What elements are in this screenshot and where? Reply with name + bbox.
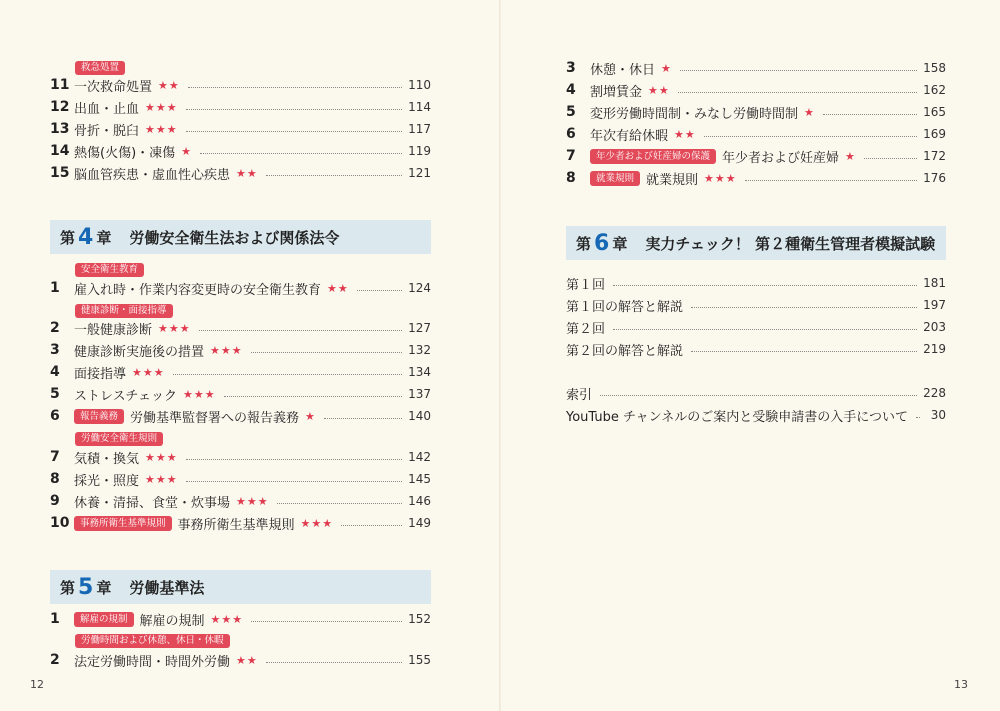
importance-stars-icon: ★★	[327, 281, 349, 295]
chapter-title: 労働安全衛生法および関係法令	[129, 228, 340, 247]
toc-item-tag: 解雇の規制	[74, 612, 134, 627]
toc-item-page: 124	[408, 281, 431, 295]
toc-item-page: 165	[923, 105, 946, 119]
section-tag-working-hours: 労働時間および休憩、休日・休暇	[75, 634, 230, 648]
toc-item-page: 197	[923, 298, 946, 312]
leader-dots	[251, 352, 402, 353]
importance-stars-icon: ★	[661, 61, 672, 75]
chapter-5-heading	[50, 570, 431, 604]
leader-dots	[200, 153, 402, 154]
toc-item-number: 9	[50, 493, 60, 509]
toc-item-title: 割増賃金	[590, 84, 643, 100]
importance-stars-icon: ★	[181, 144, 193, 158]
toc-item-title: 第１回	[566, 277, 606, 293]
toc-row	[50, 141, 431, 161]
toc-row	[566, 102, 946, 122]
toc-item-title: 就業規則	[646, 172, 699, 188]
toc-item-page: 140	[408, 409, 431, 423]
leader-dots	[823, 114, 917, 115]
toc-row	[566, 146, 946, 166]
section-tag-safety-rules: 労働安全衛生規則	[75, 432, 163, 446]
leader-dots	[613, 329, 917, 330]
leader-dots	[324, 418, 402, 419]
toc-item-number: 2	[50, 652, 60, 668]
toc-item-title: ストレスチェック	[74, 388, 177, 404]
toc-item-number: 15	[50, 165, 70, 181]
toc-item-page: 145	[408, 472, 431, 486]
chapter-number: 6	[594, 230, 610, 256]
importance-stars-icon: ★★★	[145, 472, 178, 486]
importance-stars-icon: ★★	[236, 166, 258, 180]
leader-dots	[173, 374, 402, 375]
chapter-number: 4	[78, 224, 94, 250]
leader-dots	[691, 351, 917, 352]
toc-item-number: 7	[50, 449, 60, 465]
toc-item-title: 一次救命処置	[74, 79, 153, 95]
toc-row	[50, 97, 431, 117]
toc-row	[50, 406, 431, 426]
toc-item-tag: 就業規則	[590, 171, 640, 186]
toc-row	[50, 340, 431, 360]
toc-row	[566, 58, 946, 78]
leader-dots	[745, 180, 917, 181]
importance-stars-icon: ★★★	[236, 494, 269, 508]
toc-item-number: 8	[50, 471, 60, 487]
toc-item-number: 12	[50, 99, 70, 115]
importance-stars-icon: ★★	[236, 653, 258, 667]
toc-item-title: 第１回の解答と解説	[566, 299, 684, 315]
toc-row	[566, 295, 946, 315]
toc-item-page: 142	[408, 450, 431, 464]
leader-dots	[224, 396, 403, 397]
toc-row	[566, 273, 946, 293]
importance-stars-icon: ★★★	[158, 321, 191, 335]
section-tag-safety-education: 安全衛生教育	[75, 263, 144, 277]
leader-dots	[266, 175, 402, 176]
leader-dots	[864, 158, 917, 159]
toc-item-title: 休憩・休日	[590, 62, 656, 78]
toc-item-title: 雇入れ時・作業内容変更時の安全衛生教育	[74, 282, 322, 298]
importance-stars-icon: ★★★	[300, 516, 334, 530]
chapter-4-heading	[50, 220, 431, 254]
importance-stars-icon: ★★★	[132, 365, 165, 379]
chapter-dai: 第	[60, 228, 76, 247]
chapter-sho: 章	[96, 578, 112, 597]
leader-dots	[357, 290, 402, 291]
toc-row	[50, 278, 431, 298]
toc-item-title: 採光・照度	[74, 473, 140, 489]
toc-item-title: 面接指導	[74, 366, 127, 382]
toc-row	[50, 362, 431, 382]
toc-item-title: 年次有給休暇	[590, 128, 669, 144]
toc-item-title: 気積・換気	[74, 451, 140, 467]
toc-item-page: 114	[408, 100, 431, 114]
toc-item-page: 181	[923, 276, 946, 290]
toc-item-page: 121	[408, 166, 431, 180]
leader-dots	[186, 131, 402, 132]
toc-row	[566, 405, 946, 425]
importance-stars-icon: ★★★	[210, 343, 243, 357]
toc-item-title: 事務所衛生基準規則	[177, 517, 295, 533]
toc-item-title: YouTube チャンネルのご案内と受験申請書の入手について	[566, 409, 908, 425]
toc-item-number: 5	[566, 104, 576, 120]
toc-item-number: 6	[566, 126, 576, 142]
page-gutter	[499, 0, 501, 711]
chapter-dai: 第	[576, 234, 592, 253]
toc-item-tag: 年少者および妊産婦の保護	[590, 149, 716, 164]
importance-stars-icon: ★★★	[145, 122, 178, 136]
toc-item-number: 14	[50, 143, 70, 159]
toc-item-title: 休養・清掃、食堂・炊事場	[74, 495, 231, 511]
chapter-sho: 章	[96, 228, 112, 247]
toc-item-title: 法定労働時間・時間外労働	[74, 654, 231, 670]
leader-dots	[186, 459, 402, 460]
toc-item-number: 3	[50, 342, 60, 358]
leader-dots	[266, 662, 402, 663]
toc-item-number: 10	[50, 515, 70, 531]
toc-item-number: 5	[50, 386, 60, 402]
chapter-number: 5	[78, 574, 94, 600]
leader-dots	[251, 621, 402, 622]
toc-item-page: 149	[408, 516, 431, 530]
toc-item-title: 脳血管疾患・虚血性心疾患	[74, 167, 231, 183]
toc-item-number: 11	[50, 77, 70, 93]
toc-item-number: 3	[566, 60, 576, 76]
toc-item-page: 119	[408, 144, 431, 158]
leader-dots	[678, 92, 917, 93]
toc-item-page: 132	[408, 343, 431, 357]
toc-item-number: 8	[566, 170, 576, 186]
toc-item-page: 30	[930, 408, 946, 422]
toc-item-title: 索引	[566, 387, 593, 403]
toc-row	[50, 75, 431, 95]
toc-item-title: 骨折・脱臼	[74, 123, 140, 139]
toc-item-title: 一般健康診断	[74, 322, 153, 338]
toc-item-tag: 報告義務	[74, 409, 124, 424]
toc-item-page: 110	[408, 78, 431, 92]
toc-item-title: 第２回	[566, 321, 606, 337]
toc-item-page: 146	[408, 494, 431, 508]
toc-row	[566, 80, 946, 100]
toc-row	[566, 124, 946, 144]
toc-row	[566, 168, 946, 188]
toc-item-title: 解雇の規制	[139, 613, 205, 629]
toc-item-number: 6	[50, 408, 60, 424]
chapter-sho: 章	[612, 234, 628, 253]
leader-dots	[186, 481, 402, 482]
toc-row	[566, 383, 946, 403]
importance-stars-icon: ★★★	[704, 171, 737, 185]
toc-item-tag: 事務所衛生基準規則	[74, 516, 172, 531]
leader-dots	[341, 525, 402, 526]
page-number-right: 13	[954, 678, 968, 691]
toc-row	[50, 384, 431, 404]
toc-item-number: 1	[50, 280, 60, 296]
toc-item-number: 13	[50, 121, 70, 137]
toc-item-title: 年少者および妊産婦	[722, 150, 840, 166]
chapter-title: 労働基準法	[129, 578, 205, 597]
toc-item-number: 2	[50, 320, 60, 336]
page-number-left: 12	[30, 678, 44, 691]
toc-item-number: 1	[50, 611, 60, 627]
toc-item-page: 158	[923, 61, 946, 75]
leader-dots	[680, 70, 917, 71]
toc-item-title: 出血・止血	[74, 101, 140, 117]
toc-item-page: 134	[408, 365, 431, 379]
toc-row	[566, 339, 946, 359]
toc-item-page: 169	[923, 127, 946, 141]
toc-item-page: 152	[408, 612, 431, 626]
toc-row	[50, 491, 431, 511]
toc-row	[50, 163, 431, 183]
toc-row	[50, 318, 431, 338]
toc-item-title: 熱傷(火傷)・凍傷	[74, 145, 176, 161]
toc-item-page: 219	[923, 342, 946, 356]
leader-dots	[186, 109, 402, 110]
toc-item-title: 変形労働時間制・みなし労働時間制	[590, 106, 799, 122]
toc-item-page: 127	[408, 321, 431, 335]
toc-item-page: 203	[923, 320, 946, 334]
toc-row	[50, 447, 431, 467]
importance-stars-icon: ★★★	[182, 387, 216, 401]
importance-stars-icon: ★	[804, 105, 815, 119]
toc-row	[50, 469, 431, 489]
toc-row	[50, 513, 431, 533]
toc-item-page: 172	[923, 149, 946, 163]
leader-dots	[916, 417, 920, 418]
chapter-dai: 第	[60, 578, 76, 597]
chapter-6-heading	[566, 226, 946, 260]
importance-stars-icon: ★★★	[145, 100, 178, 114]
leader-dots	[188, 87, 402, 88]
toc-item-number: 7	[566, 148, 576, 164]
importance-stars-icon: ★★	[158, 78, 180, 92]
toc-item-title: 第２回の解答と解説	[566, 343, 684, 359]
toc-item-page: 162	[923, 83, 946, 97]
toc-row	[50, 609, 431, 629]
toc-item-page: 155	[408, 653, 431, 667]
chapter-title: 実力チェック！ 第２種衛生管理者模擬試験	[645, 234, 936, 253]
toc-item-page: 176	[923, 171, 946, 185]
section-tag-health-checkup: 健康診断・面接指導	[75, 304, 173, 318]
importance-stars-icon: ★	[845, 149, 856, 163]
importance-stars-icon: ★★	[648, 83, 670, 97]
importance-stars-icon: ★★★	[210, 612, 244, 626]
section-tag-first-aid: 救急処置	[75, 61, 125, 75]
leader-dots	[600, 395, 917, 396]
toc-item-page: 117	[408, 122, 431, 136]
leader-dots	[199, 330, 402, 331]
leader-dots	[691, 307, 917, 308]
importance-stars-icon: ★★	[674, 127, 696, 141]
importance-stars-icon: ★	[305, 409, 316, 423]
leader-dots	[277, 503, 402, 504]
leader-dots	[613, 285, 917, 286]
toc-item-page: 137	[408, 387, 431, 401]
toc-row	[50, 650, 431, 670]
toc-item-page: 228	[923, 386, 946, 400]
toc-item-title: 健康診断実施後の措置	[74, 344, 205, 360]
leader-dots	[704, 136, 917, 137]
toc-item-number: 4	[50, 364, 60, 380]
toc-row	[50, 119, 431, 139]
toc-item-number: 4	[566, 82, 576, 98]
toc-item-title: 労働基準監督署への報告義務	[130, 410, 300, 426]
importance-stars-icon: ★★★	[145, 450, 178, 464]
toc-row	[566, 317, 946, 337]
